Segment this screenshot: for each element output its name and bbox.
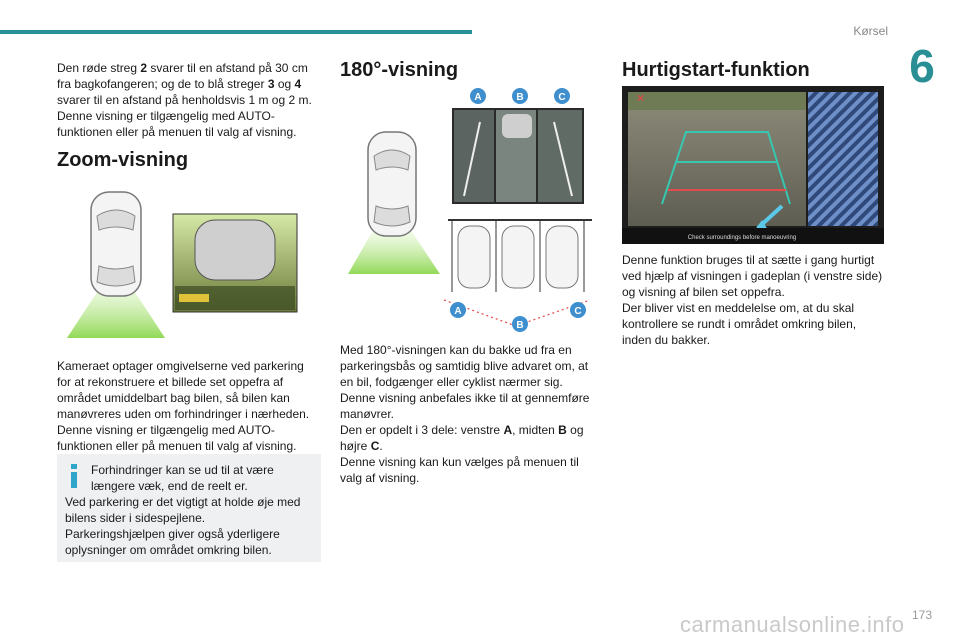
- info-icon: [69, 464, 79, 488]
- page-number: 173: [912, 608, 933, 622]
- col3-text: [622, 252, 886, 348]
- 180-camera-screen: [452, 108, 584, 204]
- screen-message: Check surroundings before manoeuvring: [687, 235, 797, 241]
- car-topview-icon: [368, 132, 416, 236]
- section-title: Kørsel: [853, 24, 888, 38]
- top-label-b: [512, 88, 528, 104]
- info-line-3: Parkeringshjælpen giver også yderligere oplysninger om området omkring bilen.: [65, 527, 280, 557]
- top-label-a: [470, 88, 486, 104]
- intro-availability: Denne visning er tilgængelig med AUTO-funktionen eller på menuen til valg af visning.: [57, 109, 297, 139]
- col2-text: [340, 342, 602, 486]
- svg-text:A: A: [454, 306, 462, 317]
- zoom-paragraph-1: Kameraet optager omgivelserne ved parkering for at rekonstruere et billede set oppefra af området umiddelbart bag bilen, så bilen kan manøvreres uden om forhindringer i nærheden.: [57, 359, 310, 421]
- info-line-2: Ved parkering er det vigtigt at holde øje med bilens sider i sidespejlene.: [65, 495, 301, 525]
- 180-paragraph-4: Denne visning kan kun vælges på menuen til valg af visning.: [340, 455, 579, 485]
- car-topview-icon: [91, 192, 141, 296]
- svg-text:C: C: [574, 306, 582, 317]
- svg-text:A: A: [474, 92, 482, 103]
- bottom-label-b: [512, 316, 528, 332]
- quickstart-heading: Hurtigstart-funktion: [622, 59, 810, 81]
- zoom-heading: Zoom-visning: [57, 149, 189, 171]
- info-box: [57, 454, 321, 562]
- intro-paragraph: Den røde streg 2 svarer til en afstand på 30 cm fra bagkofangeren; og de to blå streger 3 og 4 svarer til en afstand på henholdsvis 1 m og 2 m.: [57, 61, 312, 107]
- info-line-1: Forhindringer kan se ud til at være længere væk, end de reelt er.: [91, 463, 274, 493]
- quickstart-screen: [622, 86, 884, 244]
- svg-text:B: B: [516, 320, 524, 331]
- bottom-label-c: [570, 302, 586, 318]
- svg-text:B: B: [516, 92, 524, 103]
- zoom-camera-screen: [173, 214, 297, 312]
- 180-paragraph-2: Denne visning anbefales ikke til at gennemføre manøvrer.: [340, 391, 590, 421]
- 180-paragraph-1: Med 180°-visningen kan du bakke ud fra en parkeringsbås og samtidig blive advaret om, at en bil, fodgænger eller cyklist nærmer sig.: [340, 343, 589, 389]
- header-accent-bar: [0, 30, 472, 34]
- svg-text:C: C: [558, 92, 566, 103]
- col1-intro: [57, 60, 321, 140]
- parking-bays: [444, 220, 592, 326]
- quickstart-paragraph-2: Der bliver vist en meddelelse om, at du skal kontrollere se rundt i området omkring bilen, inden du bakker.: [622, 301, 857, 347]
- col1-zoom-text: [57, 358, 321, 454]
- chapter-number: 6: [909, 40, 935, 92]
- bottom-label-a: [450, 302, 466, 318]
- zoom-paragraph-2: Denne visning er tilgængelig med AUTO-funktionen eller på menuen til valg af visning.: [57, 423, 297, 453]
- 180-heading: 180°-visning: [340, 59, 459, 81]
- zoom-illustration: [57, 186, 317, 346]
- 180-paragraph-3: Den er opdelt i 3 dele: venstre A, midten B og højre C.: [340, 423, 584, 453]
- close-icon: ✕: [636, 93, 646, 105]
- top-label-c: [554, 88, 570, 104]
- quickstart-paragraph-1: Denne funktion bruges til at sætte i gang hurtigt ved hjælp af visningen i gadeplan (i venstre side) og visning af bilen set oppefra.: [622, 253, 883, 299]
- watermark: carmanualsonline.info: [680, 612, 905, 637]
- 180-illustration: [340, 86, 604, 336]
